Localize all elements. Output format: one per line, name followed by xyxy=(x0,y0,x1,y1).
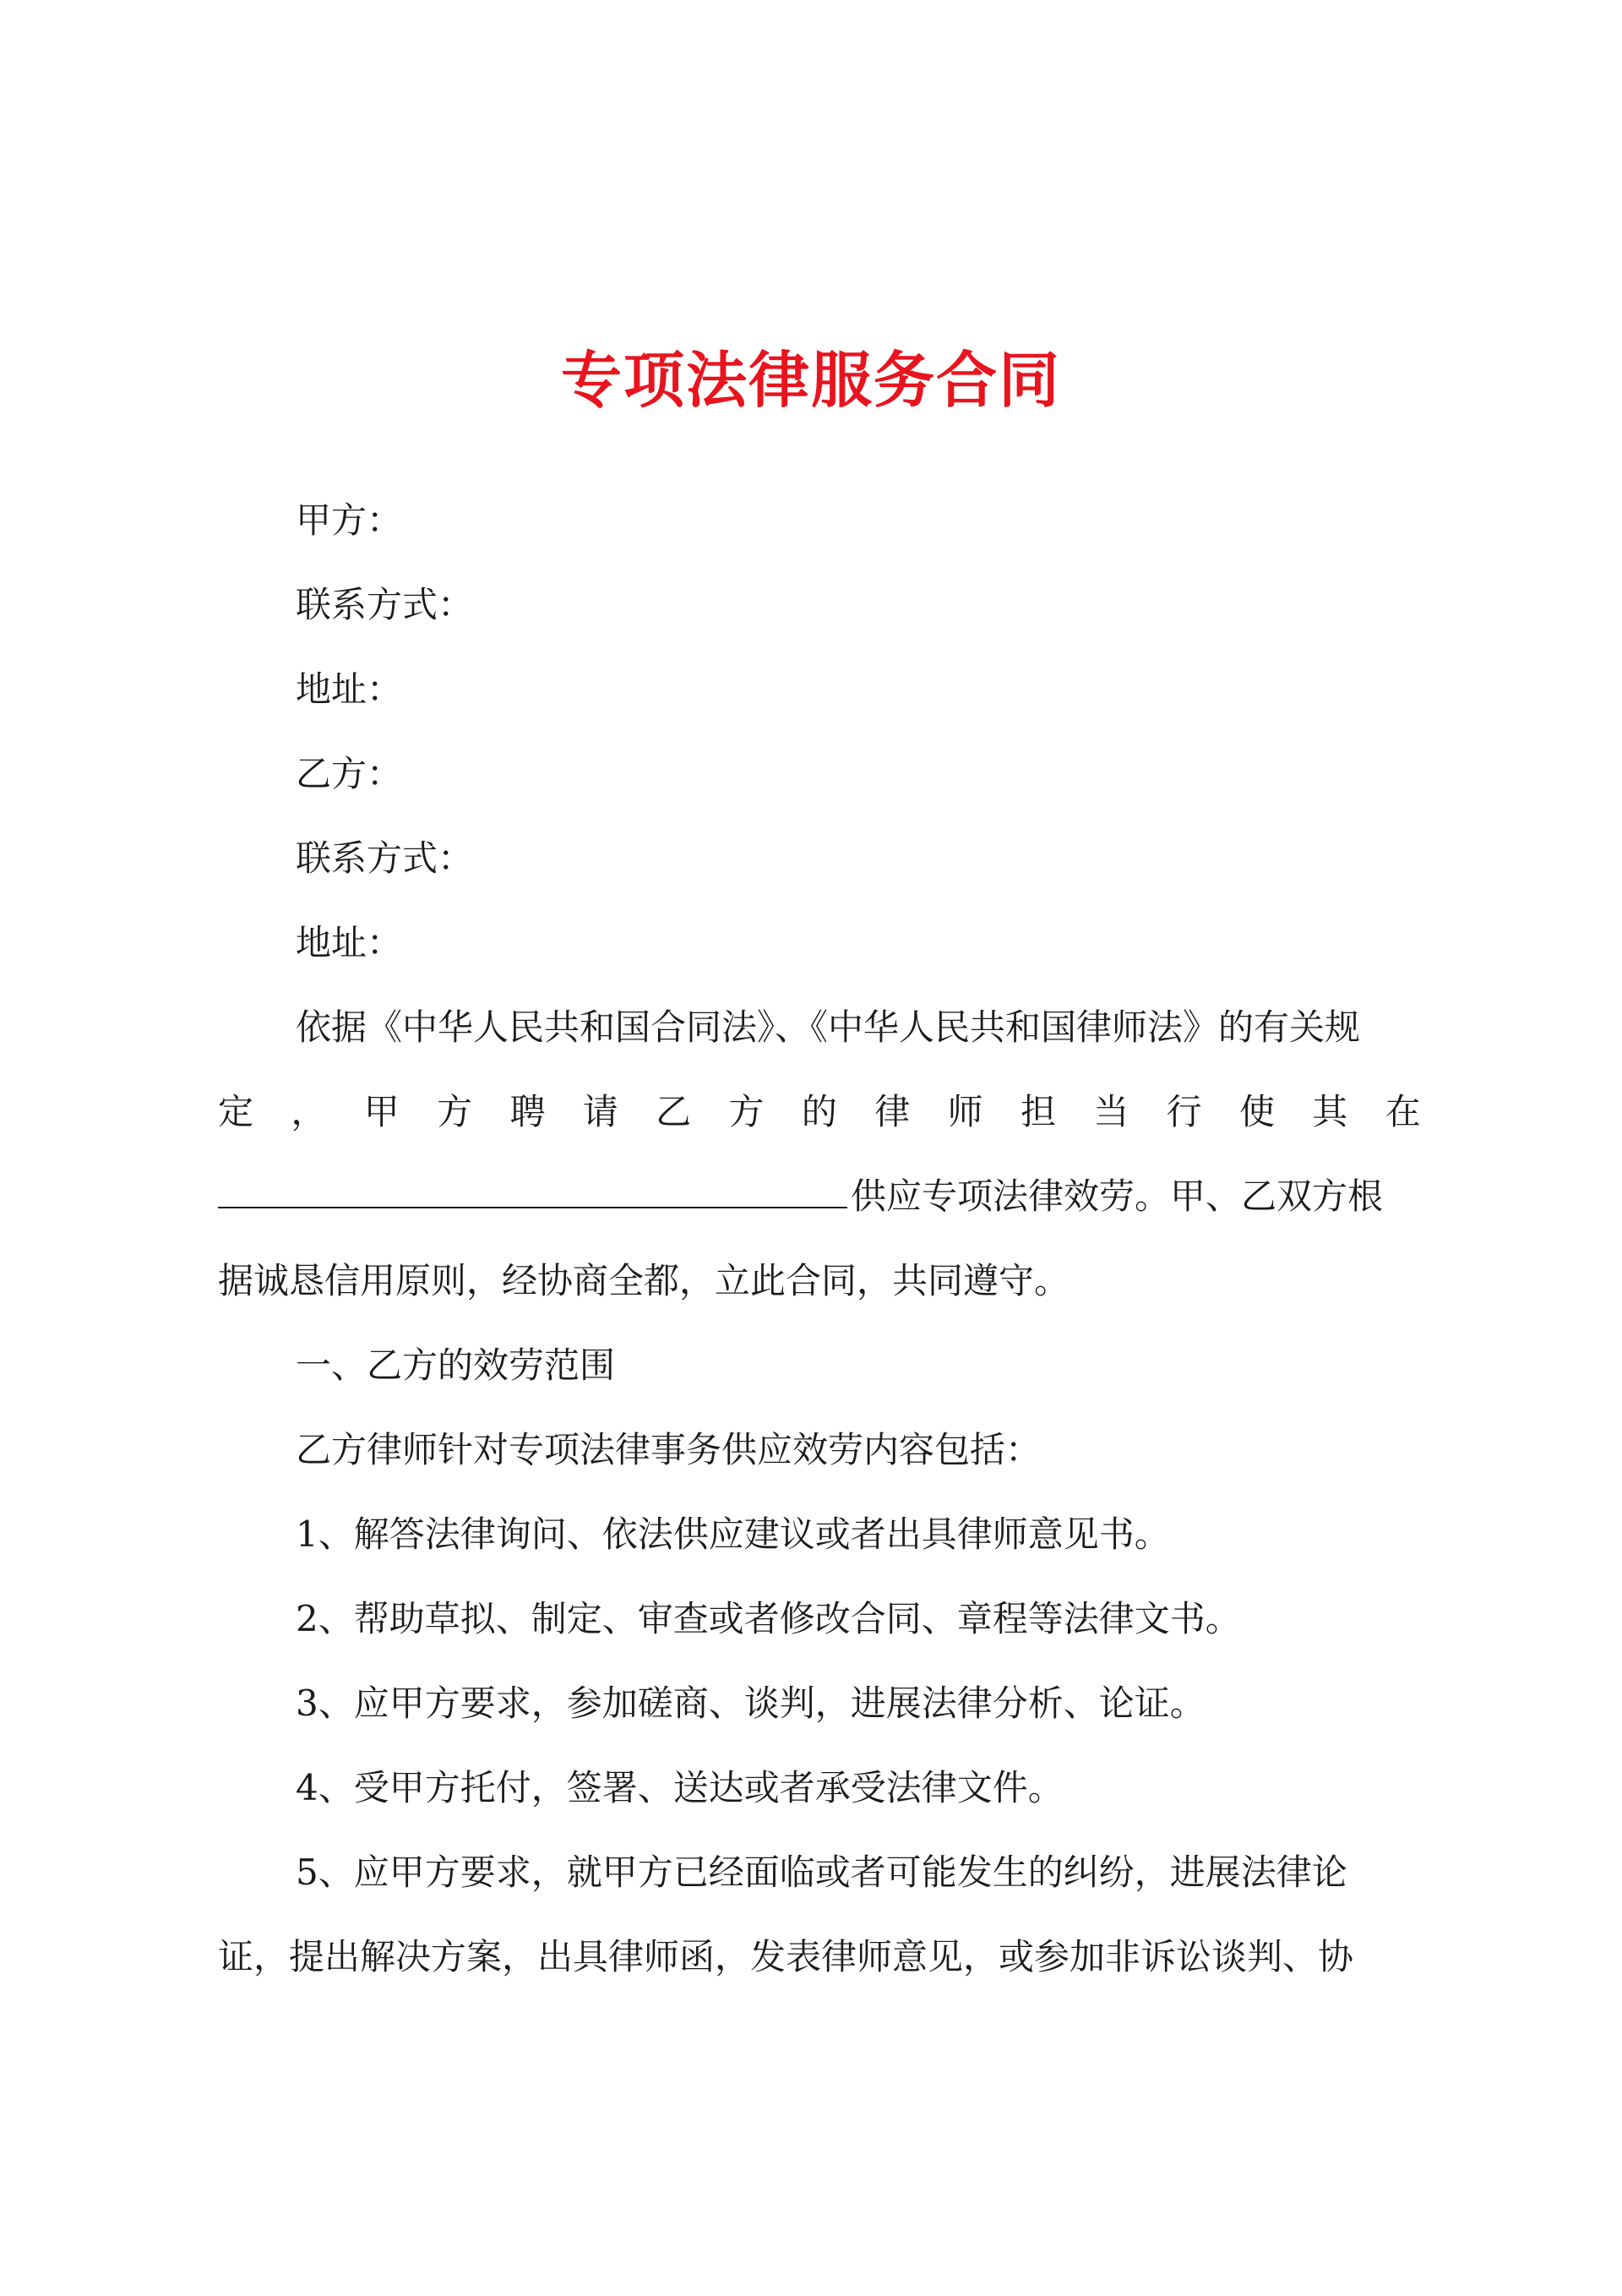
preamble-char: 担 xyxy=(1020,1091,1056,1132)
document-title: 专项法律服务合同 xyxy=(560,344,1061,416)
fill-in-blank[interactable] xyxy=(218,1173,847,1208)
preamble-char: 在 xyxy=(1385,1091,1421,1132)
preamble-char: 行 xyxy=(1166,1091,1202,1132)
preamble-char: 律 xyxy=(874,1091,911,1132)
preamble-line-3 xyxy=(218,1171,1421,1222)
preamble-char: 乙 xyxy=(656,1091,692,1132)
party-a-contact-label: 联系方式： xyxy=(296,584,474,625)
preamble-char: 使 xyxy=(1239,1091,1276,1132)
service-item: 4、受甲方托付，签署、送达或者承受法律文件。 xyxy=(296,1767,1064,1808)
service-item-continuation: 证，提出解决方案，出具律师函，发表律师意见，或参加非诉讼谈判、协 xyxy=(218,1936,1354,1977)
party-b-contact-label: 联系方式： xyxy=(296,837,474,879)
party-b-name-label: 乙方： xyxy=(296,753,403,794)
service-item: 5、应甲方要求，就甲方已经面临或者可能发生的纠纷，进展法律论 xyxy=(296,1852,1347,1893)
preamble-char: 当 xyxy=(1093,1091,1129,1132)
preamble-char: 师 xyxy=(947,1091,983,1132)
preamble-char: 甲 xyxy=(363,1091,400,1132)
section-1-intro: 乙方律师针对专项法律事务供应效劳内容包括： xyxy=(296,1429,1042,1470)
party-a-name-label: 甲方： xyxy=(296,499,403,541)
party-b-address-label: 地址： xyxy=(296,922,403,963)
preamble-char: 其 xyxy=(1312,1091,1348,1132)
preamble-line-3-text: 供应专项法律效劳。甲、乙双方根 xyxy=(851,1175,1384,1217)
preamble-char: 的 xyxy=(801,1091,837,1132)
section-1-heading: 一、乙方的效劳范围 xyxy=(296,1344,616,1386)
preamble-line-1: 依据《中华人民共和国合同法》、《中华人民共和国律师法》的有关规 xyxy=(296,1006,1361,1048)
preamble-line-4: 据诚恳信用原则，经协商全都，立此合同，共同遵守。 xyxy=(218,1260,1070,1301)
preamble-char: ， xyxy=(291,1091,327,1132)
preamble-char: 定 xyxy=(218,1091,254,1132)
service-item: 3、应甲方要求，参加磋商、谈判，进展法律分析、论证。 xyxy=(296,1682,1206,1724)
party-a-address-label: 地址： xyxy=(296,668,403,710)
service-item: 1、解答法律询问、依法供应建议或者出具律师意见书。 xyxy=(296,1513,1170,1555)
preamble-char: 方 xyxy=(437,1091,473,1132)
preamble-char: 聘 xyxy=(509,1091,546,1132)
service-item: 2、帮助草拟、制定、审查或者修改合同、章程等法律文书。 xyxy=(296,1598,1241,1639)
preamble-char: 方 xyxy=(728,1091,765,1132)
preamble-line-2 xyxy=(218,1087,1421,1137)
preamble-char: 请 xyxy=(582,1091,618,1132)
